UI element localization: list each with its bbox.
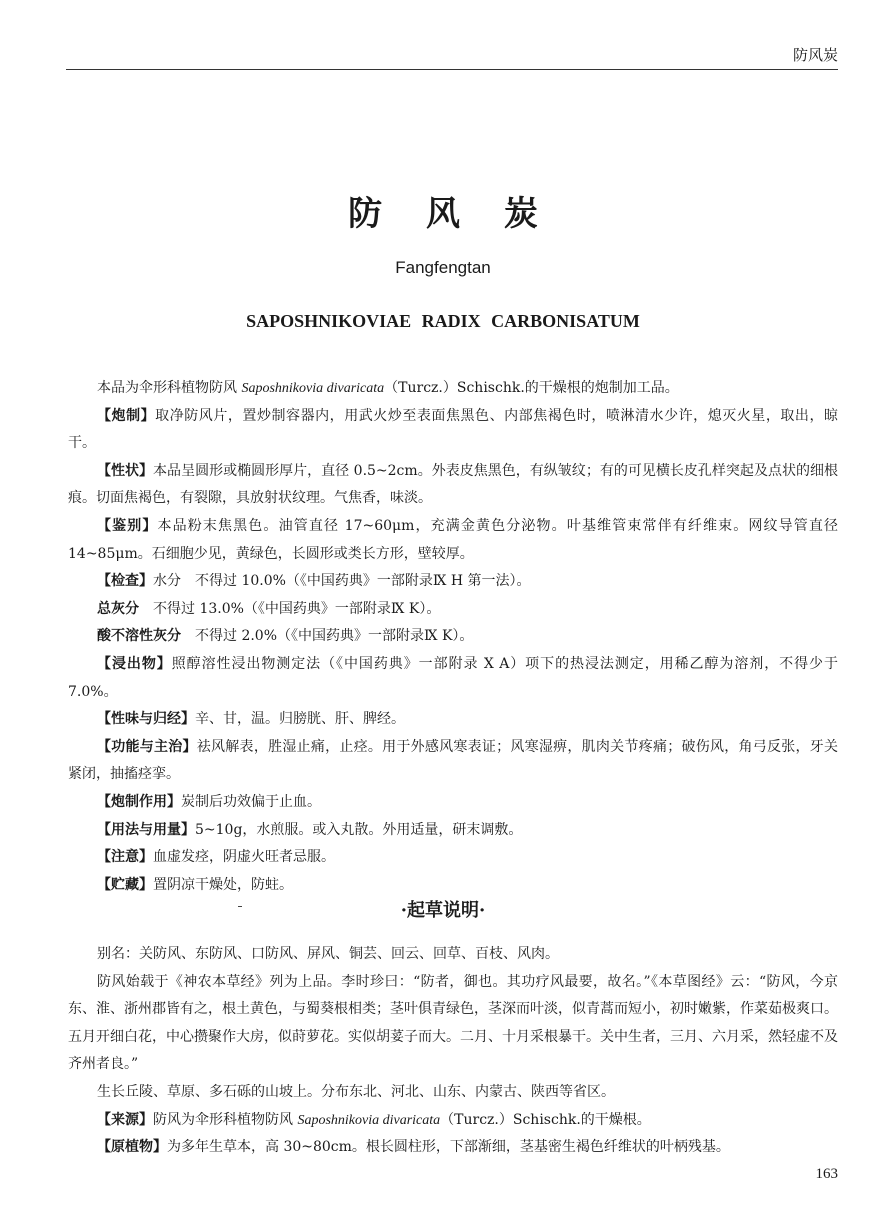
history-paragraph: 防风始载于《神农本草经》列为上品。李时珍曰：“防者，御也。其功疗风最要，故名。”《本草图经》云：“防风，今京东、淮、浙州郡皆有之，根土黄色，与蜀葵根相类；茎叶俱青绿色，茎深而叶淡，似青蒿而短小，初时嫩紫，作菜茹极爽口。五月开细白花，中心攒聚作大房，似莳萝花。实似胡荽子而大。二月、十月采根暴干。关中生者，三月、六月采，然轻虚不及齐州者良。”: [68, 973, 838, 1073]
section-label: 【检查】: [97, 573, 153, 590]
source-text: 防风为伞形科植物防风: [153, 1111, 298, 1128]
section-label: 【原植物】: [97, 1139, 167, 1156]
section-text: 本品呈圆形或椭圆形厚片，直径 0.5~2cm。外表皮焦黑色，有纵皱纹；有的可见横长皮孔样突起及点状的细根痕。切面焦褐色，有裂隙，具放射状纹理。气焦香，味淡。: [68, 462, 839, 507]
section-identification: [68, 513, 838, 568]
section-text: 本品粉末焦黑色。油管直径 17~60μm，充满金黄色分泌物。叶基维管束常伴有纤维束。网纹导管直径 14~85μm。石细胞少见，黄绿色，长圆形或类长方形，壁较厚。: [68, 517, 839, 562]
running-title: 防风炭: [792, 46, 838, 64]
section-label: 【浸出物】: [97, 655, 172, 672]
section-label: 【鉴别】: [97, 517, 158, 534]
intro-paragraph: [68, 375, 838, 403]
species-name: Saposhnikovia divaricata: [297, 1112, 441, 1128]
section-label: 【用法与用量】: [97, 821, 195, 838]
title-char: 炭: [503, 194, 538, 234]
plant-text: 为多年生草本，高 30~80cm。根长圆柱形，下部渐细，茎基密生褐色纤维状的叶柄残基。: [167, 1139, 730, 1156]
section-text: 不得过 13.0%（《中国药典》一部附录Ⅸ K）。: [139, 600, 441, 617]
section-label: 【性味与归经】: [97, 711, 195, 728]
section-dosage: [68, 817, 838, 845]
section-text: 5~10g，水煎服。或入丸散。外用适量，研末调敷。: [195, 821, 523, 838]
section-acid-ash: [68, 623, 838, 651]
section-text: 血虚发痉，阴虚火旺者忌服。: [153, 849, 335, 866]
alias-paragraph: 别名：关防风、东防风、口防风、屏风、铜芸、回云、回草、百枝、风肉。: [97, 946, 559, 962]
section-property: [68, 706, 838, 734]
section-text: 不得过 2.0%（《中国药典》一部附录Ⅸ K）。: [181, 628, 474, 645]
section-text: 辛、甘，温。归膀胱、肝、脾经。: [195, 711, 405, 728]
title-char: 防: [348, 194, 383, 234]
page-title: [0, 186, 886, 235]
plant-paragraph: [68, 1134, 838, 1162]
section-text: 炭制后功效偏于止血。: [181, 793, 321, 810]
section-text: 取净防风片，置炒制容器内，用武火炒至表面焦黑色、内部焦褐色时，喷淋清水少许，熄灭火星，取出，晾干。: [68, 407, 839, 452]
section-description: [68, 458, 838, 513]
section-label: 酸不溶性灰分: [97, 628, 181, 645]
section-label: 【功能与主治】: [97, 738, 197, 755]
section-label: 【贮藏】: [97, 876, 153, 893]
section-tests: [68, 568, 838, 596]
section-label: 【注意】: [97, 849, 153, 866]
title-char: 风: [426, 194, 460, 234]
source-paragraph: [68, 1107, 838, 1135]
section-label: 【炮制】: [97, 407, 156, 424]
pinyin-name: Fangfengtan: [395, 258, 491, 277]
intro-text: 本品为伞形科植物防风: [97, 380, 242, 396]
section-processing: [68, 403, 838, 458]
source-text-end: （Turcz.）Schischk.的干燥根。: [440, 1111, 651, 1128]
section-label: 【炮制作用】: [97, 793, 181, 810]
section-text: 祛风解表，胜湿止痛，止痉。用于外感风寒表证；风寒湿痹，肌肉关节疼痛；破伤风，角弓反张，牙关紧闭，抽搐痉挛。: [68, 738, 839, 783]
species-name: Saposhnikovia divaricata: [241, 381, 385, 396]
intro-text-end: （Turcz.）Schischk.的干燥根的炮制加工品。: [384, 380, 679, 396]
latin-name: SAPOSHNIKOVIAE RADIX CARBONISATUM: [246, 311, 640, 331]
habitat-paragraph: 生长丘陵、草原、多石砾的山坡上。分布东北、河北、山东、内蒙古、陕西等省区。: [97, 1083, 615, 1100]
section-label: 【性状】: [97, 462, 154, 479]
monograph-body: [68, 375, 838, 899]
drafting-heading: ·起草说明·: [400, 900, 486, 921]
section-label: 【来源】: [97, 1111, 153, 1128]
section-total-ash: [68, 596, 838, 624]
section-text: 置阴凉干燥处，防蛀。: [153, 876, 293, 893]
section-extractives: [68, 651, 838, 706]
section-caution: [68, 844, 838, 872]
section-processing-effect: [68, 789, 838, 817]
section-actions: [68, 734, 838, 789]
drafting-body: [68, 941, 838, 1162]
header-rule: [66, 69, 838, 70]
page-number: 163: [815, 1166, 838, 1182]
section-label: 总灰分: [97, 600, 139, 617]
section-text: 水分 不得过 10.0%（《中国药典》一部附录Ⅸ H 第一法）。: [153, 573, 531, 590]
section-text: 照醇溶性浸出物测定法（《中国药典》一部附录 X A）项下的热浸法测定，用稀乙醇为溶剂，不得少于 7.0%。: [68, 655, 838, 700]
